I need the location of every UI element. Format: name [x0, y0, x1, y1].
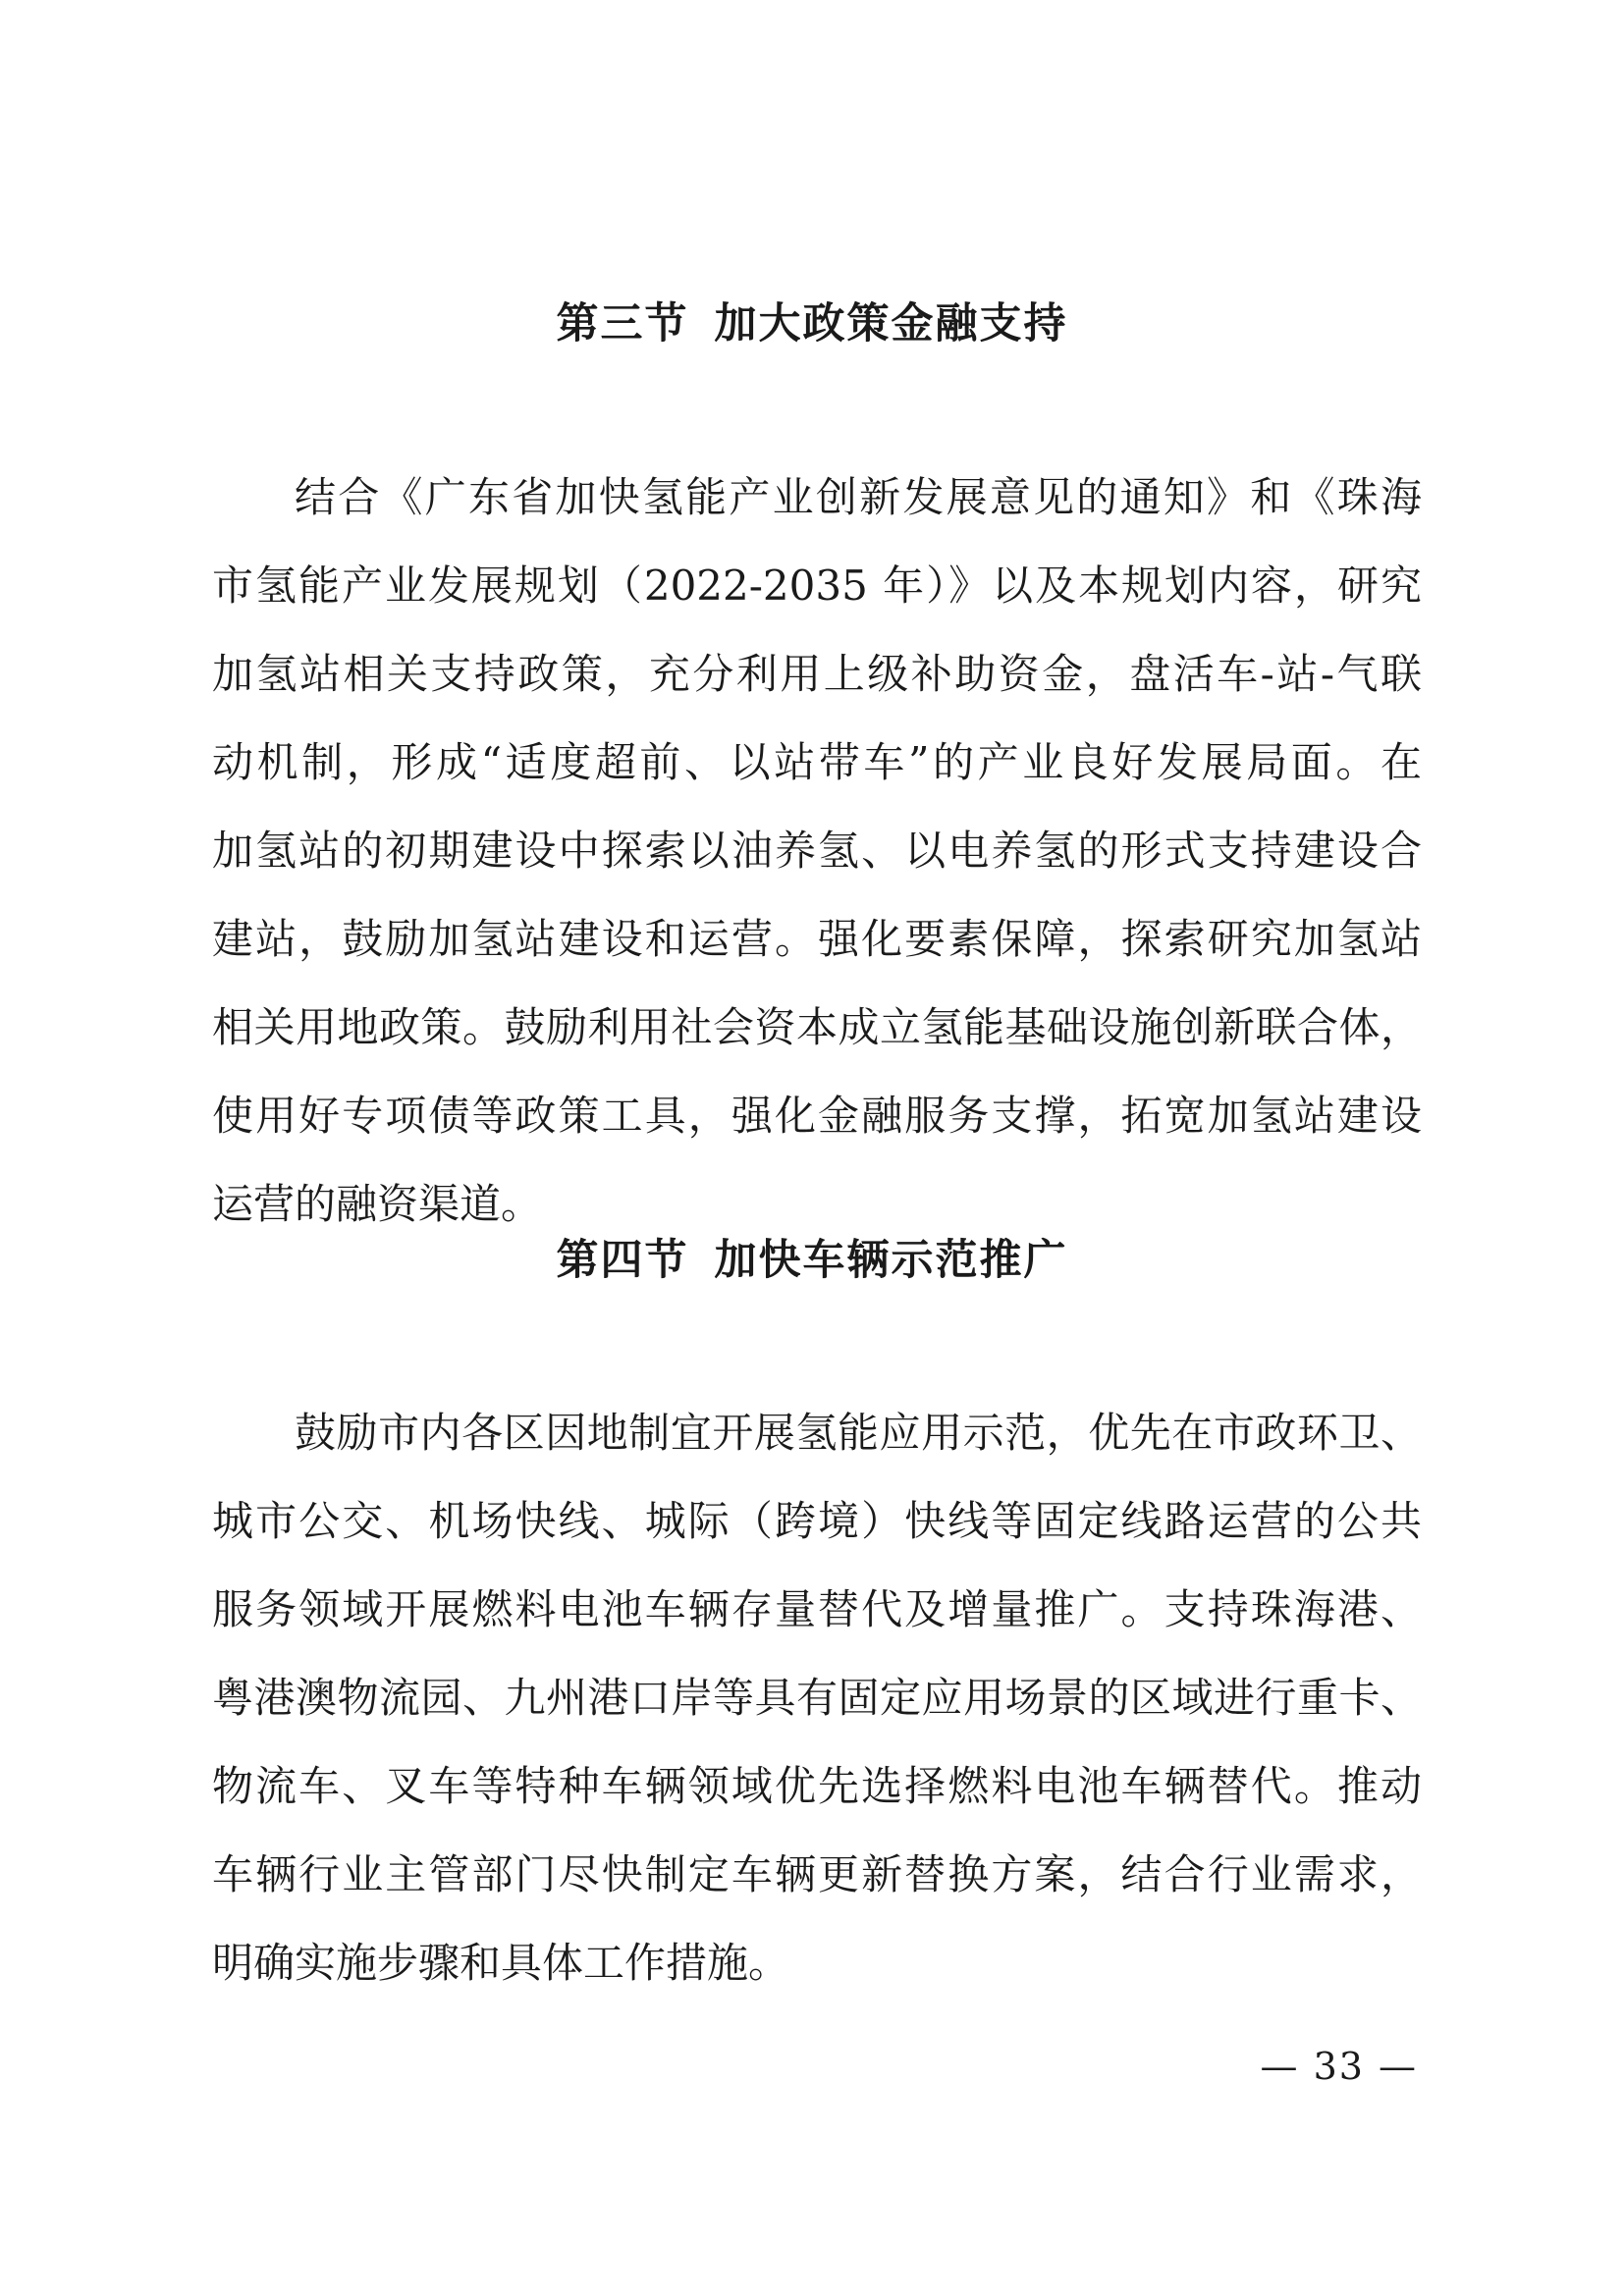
- paragraph-line: 服务领域开展燃料电池车辆存量替代及增量推广。支持珠海港、: [212, 1585, 1422, 1633]
- paragraph-line: 城市公交、机场快线、城际（跨境）快线等固定线路运营的公共: [212, 1497, 1422, 1545]
- paragraph-line: 动机制，形成“适度超前、以站带车”的产业良好发展局面。在: [212, 738, 1422, 786]
- section-title-3: 加大政策金融支持: [714, 299, 1068, 348]
- paragraph-line: 运营的融资渠道。: [212, 1180, 543, 1228]
- section-4-paragraph: [212, 1389, 1422, 2007]
- paragraph-line: 相关用地政策。鼓励利用社会资本成立氢能基础设施创新联合体，: [212, 1003, 1422, 1051]
- section-heading-4: [0, 1231, 1624, 1290]
- paragraph-line: 粤港澳物流园、九州港口岸等具有固定应用场景的区域进行重卡、: [212, 1674, 1422, 1722]
- paragraph-line: 加氢站的初期建设中探索以油养氢、以电养氢的形式支持建设合: [212, 827, 1422, 875]
- paragraph-line: 使用好专项债等政策工具，强化金融服务支撑，拓宽加氢站建设: [212, 1092, 1422, 1140]
- paragraph-line: 建站，鼓励加氢站建设和运营。强化要素保障，探索研究加氢站: [212, 915, 1422, 963]
- paragraph-line: 物流车、叉车等特种车辆领域优先选择燃料电池车辆替代。推动: [212, 1762, 1422, 1810]
- paragraph-line: 明确实施步骤和具体工作措施。: [212, 1939, 790, 1987]
- section-heading-3: [0, 294, 1624, 353]
- page-number: — 33 —: [1260, 2045, 1418, 2088]
- section-number-4: 第四节: [556, 1236, 689, 1285]
- paragraph-line: 市氢能产业发展规划（2022-2035 年）》以及本规划内容，研究: [212, 561, 1422, 610]
- section-3-paragraph: [212, 454, 1422, 1249]
- paragraph-line: 加氢站相关支持政策，充分利用上级补助资金，盘活车-站-气联: [212, 650, 1422, 698]
- paragraph-line: 结合《广东省加快氢能产业创新发展意见的通知》和《珠海: [295, 473, 1422, 521]
- paragraph-line: 鼓励市内各区因地制宜开展氢能应用示范，优先在市政环卫、: [295, 1409, 1422, 1457]
- paragraph-line: 车辆行业主管部门尽快制定车辆更新替换方案，结合行业需求，: [212, 1850, 1422, 1898]
- section-number-3: 第三节: [556, 299, 689, 348]
- section-title-4: 加快车辆示范推广: [714, 1236, 1068, 1285]
